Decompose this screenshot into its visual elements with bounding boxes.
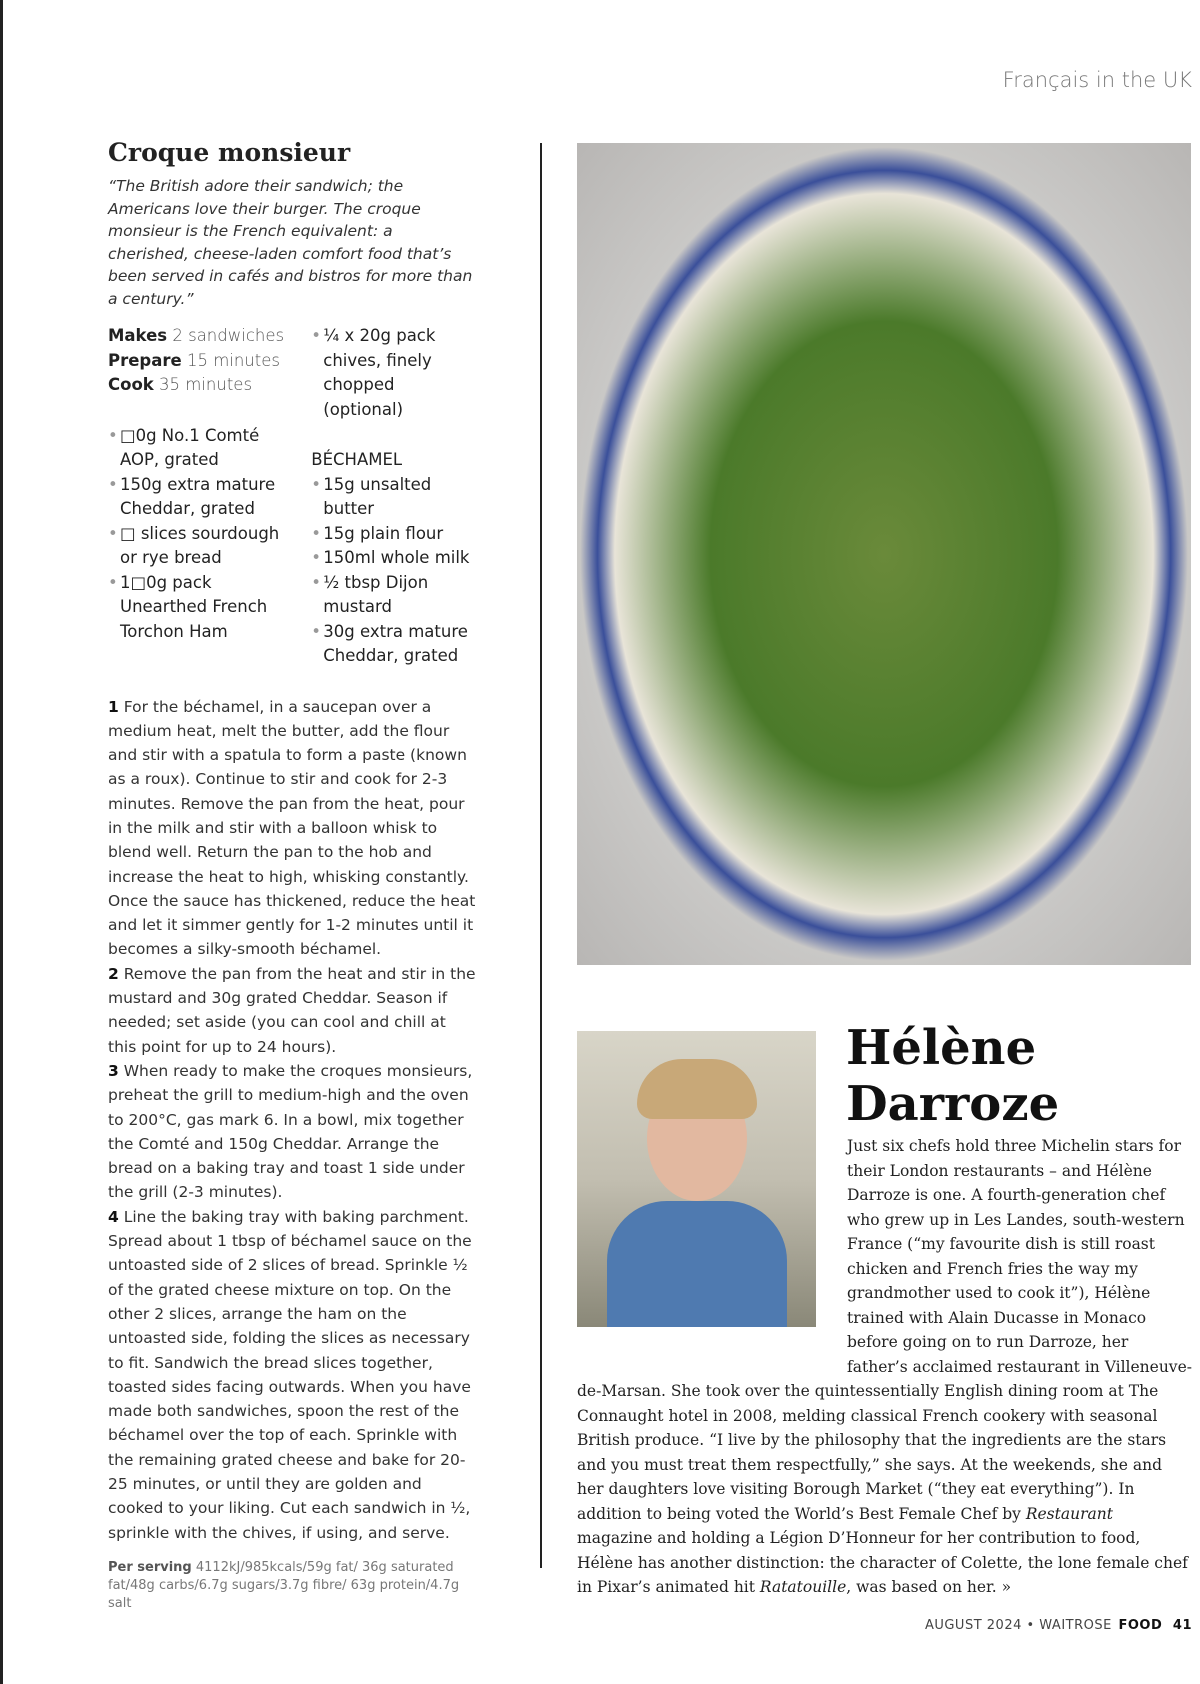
page-number: 41 xyxy=(1172,1618,1192,1633)
bechamel-heading: BÉCHAMEL xyxy=(311,450,403,469)
meta-label: Cook xyxy=(108,375,154,394)
bechamel-list xyxy=(311,473,478,669)
chef-first-name: Hélène xyxy=(846,1020,1037,1076)
portrait-hair xyxy=(637,1059,757,1119)
ingredient: • 15g plain flour xyxy=(311,522,478,547)
ingredient: • 150ml whole milk xyxy=(311,546,478,571)
meta-value: 15 minutes xyxy=(186,350,280,370)
meta-label: Prepare xyxy=(108,350,182,370)
nutrition-label: Per serving xyxy=(108,1559,192,1575)
ingredient: • 1□0g pack Unearthed French Torchon Ham xyxy=(108,571,299,645)
ingredient: • ½ tbsp Dijon mustard xyxy=(311,571,478,620)
section-label: Français in the UK xyxy=(1002,68,1192,92)
meta-label: Makes xyxy=(108,326,168,345)
step-text: Line the baking tray with baking parchment. Spread about 1 tbsp of béchamel sauce on the untoasted side of 2 slices of bread. Sprinkle ½ of the grated cheese mixture on top. On the other 2 slices, arrange the ham on the untoasted side, folding the slices as necessary to fit. Sandwich the bread slices together, toasted sides facing outwards. When you have made both sandwiches, spoon the rest of the béchamel over the top of each. Sprinkle with the remaining grated cheese and bake for 20-25 minutes, or until they are golden and cooked to your liking. Cut each sandwich in ½, sprinkle with the chives, if using, and serve. xyxy=(108,1207,472,1542)
page-edge xyxy=(0,0,3,1684)
chef-name xyxy=(846,1020,1059,1132)
dish-photo xyxy=(577,143,1191,965)
recipe-title: Croque monsieur xyxy=(108,138,351,167)
bio-text: , was based on her. » xyxy=(846,1578,1012,1596)
bio-italic: Restaurant xyxy=(1025,1504,1113,1523)
method-step xyxy=(108,962,478,1059)
footer-issue: AUGUST 2024 • WAITROSE xyxy=(924,1618,1112,1633)
bio-text: Just six chefs hold three Michelin stars for their London restaurants – and Hélène Darroze is one. A fourth-generation chef who grew up in Les Landes, south-western France (“my favourite dish is still roast chicken and French fries the way my grandmother used to cook it”), Hélène trained with Alain Ducasse in Monaco before going on to run Darroze, her father’s acclaimed restaurant in Villeneuve-de-Marsan. She took over the quintessentially English dining room at The Connaught hotel in 2008, melding classical French cookery with seasonal British produce. “I live by the philosophy that the ingredients are the stars and you must treat them respectfully,” she says. At the weekends, she and her daughters love visiting Borough Market (“they eat everything”). In addition to being voted the World’s Best Female Chef by xyxy=(577,1137,1192,1523)
ingredient: • □0g No.1 Comté AOP, grated xyxy=(108,424,299,473)
ingredient-list xyxy=(108,424,299,645)
bio-text: magazine and holding a Légion D’Honneur for her contribution to food, Hélène has another distinction: the character of Colette, the lone female chef in Pixar’s animated hit xyxy=(577,1529,1188,1596)
recipe-meta xyxy=(108,324,299,398)
nutrition xyxy=(108,1559,478,1613)
nutrition-values: 4112kJ/985kcals/59g fat/ 36g saturated fat/48g carbs/6.7g sugars/3.7g fibre/ 63g protein/4.7g salt xyxy=(108,1559,460,1611)
chef-bio xyxy=(577,1134,1193,1600)
method-step xyxy=(108,1205,478,1545)
ingredient: • 15g unsalted butter xyxy=(311,473,478,522)
step-number: 1 xyxy=(108,697,119,716)
meta-value: 2 sandwiches xyxy=(172,326,285,345)
chef-last-name: Darroze xyxy=(846,1076,1060,1132)
ingredient: • □ slices sourdough or rye bread xyxy=(108,522,299,571)
column-divider xyxy=(540,143,542,1568)
meta-value: 35 minutes xyxy=(159,375,253,394)
ingredient: • ¼ x 20g pack chives, finely chopped (optional) xyxy=(311,324,478,422)
method-step xyxy=(108,1059,478,1205)
ingredient: • 150g extra mature Cheddar, grated xyxy=(108,473,299,522)
footer-brand: FOOD xyxy=(1118,1618,1163,1633)
extra-ingredient-list xyxy=(311,324,478,422)
step-number: 4 xyxy=(108,1207,119,1226)
step-text: When ready to make the croques monsieurs, preheat the grill to medium-high and the oven to 200°C, gas mark 6. In a bowl, mix together the Comté and 150g Cheddar. Arrange the bread on a baking tray and toast 1 side under the grill (2-3 minutes). xyxy=(108,1061,473,1202)
recipe-intro: “The British adore their sandwich; the Americans love their burger. The croque monsieur is the French equivalent: a cherished, cheese-laden comfort food that’s been served in cafés and bistros for more than a century.” xyxy=(108,177,473,308)
method xyxy=(108,695,478,1545)
step-text: For the béchamel, in a saucepan over a medium heat, melt the butter, add the flour and stir with a spatula to form a paste (known as a roux). Continue to stir and cook for 2-3 minutes. Remove the pan from the heat, pour in the milk and stir with a balloon whisk to blend well. Return the pan to the hob and increase the heat to high, whisking constantly. Once the sauce has thickened, reduce the heat and let it simmer gently for 1-2 minutes until it becomes a silky-smooth béchamel. xyxy=(108,697,476,959)
recipe-column xyxy=(108,138,478,1613)
method-step xyxy=(108,695,478,962)
page-footer xyxy=(925,1618,1192,1633)
bio-italic: Ratatouille xyxy=(759,1578,847,1596)
ingredient: • 30g extra mature Cheddar, grated xyxy=(311,620,478,669)
step-number: 2 xyxy=(108,964,119,983)
step-number: 3 xyxy=(108,1061,119,1080)
step-text: Remove the pan from the heat and stir in the mustard and 30g grated Cheddar. Season if needed; set aside (you can cool and chill at this point for up to 24 hours). xyxy=(108,964,476,1056)
